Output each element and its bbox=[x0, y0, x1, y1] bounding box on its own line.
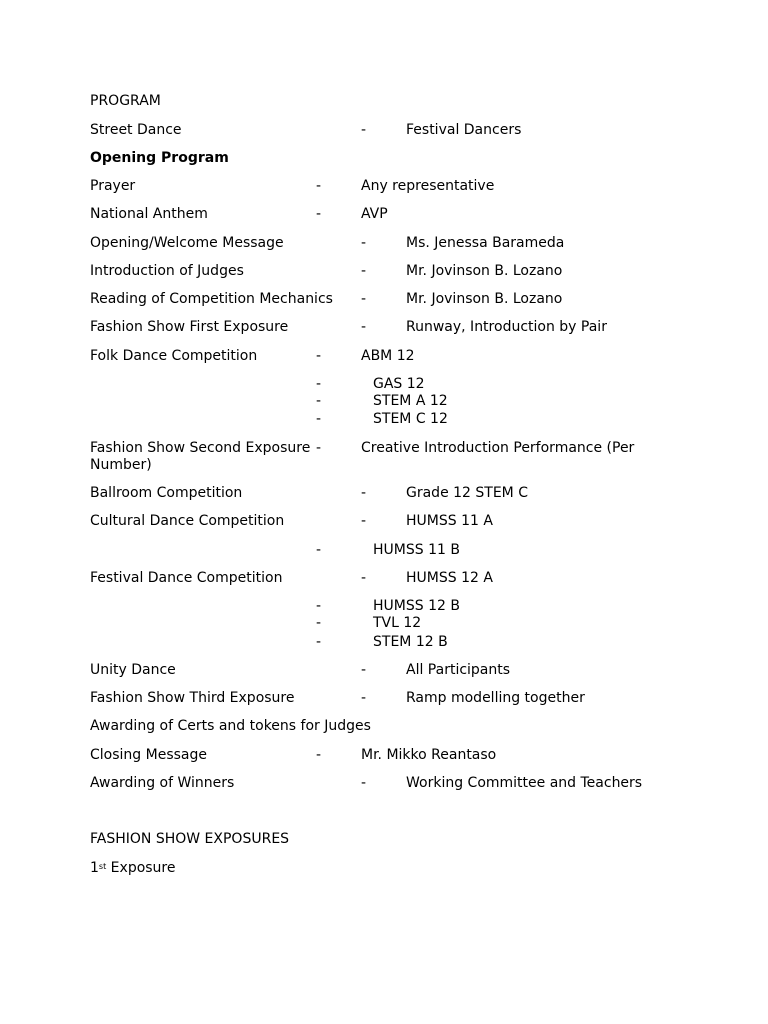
dash: - bbox=[316, 376, 322, 392]
dash: - bbox=[361, 513, 367, 529]
item-welcome-message: Opening/Welcome Message bbox=[90, 235, 284, 251]
item-intro-judges: Introduction of Judges bbox=[90, 263, 244, 279]
dash: - bbox=[316, 348, 322, 364]
value-prayer: Any representative bbox=[361, 178, 495, 194]
value-closing-message: Mr. Mikko Reantaso bbox=[361, 747, 497, 763]
value-folk-dance: ABM 12 bbox=[361, 348, 415, 364]
opening-program-heading: Opening Program bbox=[90, 150, 229, 166]
value-festival-stem-12b: STEM 12 B bbox=[373, 634, 448, 650]
first-exposure-label: Exposure bbox=[106, 860, 176, 876]
value-national-anthem: AVP bbox=[361, 206, 388, 222]
first-exposure-heading bbox=[90, 860, 176, 877]
value-cultural-humss-11b: HUMSS 11 B bbox=[373, 542, 460, 558]
value-cultural-dance: HUMSS 11 A bbox=[406, 513, 493, 529]
item-national-anthem: National Anthem bbox=[90, 206, 208, 222]
dash: - bbox=[361, 263, 367, 279]
dash: - bbox=[316, 598, 322, 614]
dash: - bbox=[361, 485, 367, 501]
item-closing-message: Closing Message bbox=[90, 747, 207, 763]
dash: - bbox=[361, 775, 367, 791]
item-cultural-dance: Cultural Dance Competition bbox=[90, 513, 285, 529]
item-street-dance: Street Dance bbox=[90, 122, 182, 138]
value-unity-dance: All Participants bbox=[406, 662, 511, 678]
item-fashion-second-line1: Fashion Show Second Exposure bbox=[90, 440, 311, 456]
item-competition-mechanics: Reading of Competition Mechanics bbox=[90, 291, 333, 307]
dash: - bbox=[316, 747, 322, 763]
dash: - bbox=[361, 122, 367, 138]
dash: - bbox=[361, 235, 367, 251]
dash: - bbox=[361, 690, 367, 706]
value-festival-dance: HUMSS 12 A bbox=[406, 570, 493, 586]
item-awarding-winners: Awarding of Winners bbox=[90, 775, 235, 791]
dash: - bbox=[316, 206, 322, 222]
item-fashion-third: Fashion Show Third Exposure bbox=[90, 690, 295, 706]
dash: - bbox=[361, 570, 367, 586]
dash: - bbox=[316, 542, 322, 558]
value-awarding-winners: Working Committee and Teachers bbox=[406, 775, 643, 791]
value-intro-judges: Mr. Jovinson B. Lozano bbox=[406, 263, 563, 279]
item-awarding-judges: Awarding of Certs and tokens for Judges bbox=[90, 718, 371, 734]
dash: - bbox=[316, 615, 322, 631]
item-prayer: Prayer bbox=[90, 178, 136, 194]
value-folk-stem-a: STEM A 12 bbox=[373, 393, 448, 409]
first-exposure-number: 1 bbox=[90, 860, 99, 876]
value-street-dance: Festival Dancers bbox=[406, 122, 522, 138]
value-competition-mechanics: Mr. Jovinson B. Lozano bbox=[406, 291, 563, 307]
item-fashion-first: Fashion Show First Exposure bbox=[90, 319, 289, 335]
dash: - bbox=[316, 634, 322, 650]
first-exposure-ordinal: st bbox=[98, 862, 107, 871]
item-ballroom: Ballroom Competition bbox=[90, 485, 243, 501]
dash: - bbox=[361, 319, 367, 335]
value-folk-gas: GAS 12 bbox=[373, 376, 425, 392]
value-fashion-first: Runway, Introduction by Pair bbox=[406, 319, 607, 335]
dash: - bbox=[361, 291, 367, 307]
value-welcome-message: Ms. Jenessa Barameda bbox=[406, 235, 565, 251]
value-folk-stem-c: STEM C 12 bbox=[373, 411, 448, 427]
value-festival-tvl: TVL 12 bbox=[373, 615, 422, 631]
value-ballroom: Grade 12 STEM C bbox=[406, 485, 528, 501]
exposures-heading: FASHION SHOW EXPOSURES bbox=[90, 831, 290, 847]
item-fashion-second-line2: Number) bbox=[90, 457, 152, 473]
program-heading: PROGRAM bbox=[90, 93, 161, 109]
item-festival-dance: Festival Dance Competition bbox=[90, 570, 283, 586]
dash: - bbox=[316, 393, 322, 409]
dash: - bbox=[316, 411, 322, 427]
item-unity-dance: Unity Dance bbox=[90, 662, 176, 678]
item-folk-dance: Folk Dance Competition bbox=[90, 348, 258, 364]
dash: - bbox=[361, 662, 367, 678]
value-fashion-second: Creative Introduction Performance (Per bbox=[361, 440, 635, 456]
value-fashion-third: Ramp modelling together bbox=[406, 690, 585, 706]
dash: - bbox=[316, 440, 322, 456]
dash: - bbox=[316, 178, 322, 194]
value-festival-humss-12b: HUMSS 12 B bbox=[373, 598, 460, 614]
